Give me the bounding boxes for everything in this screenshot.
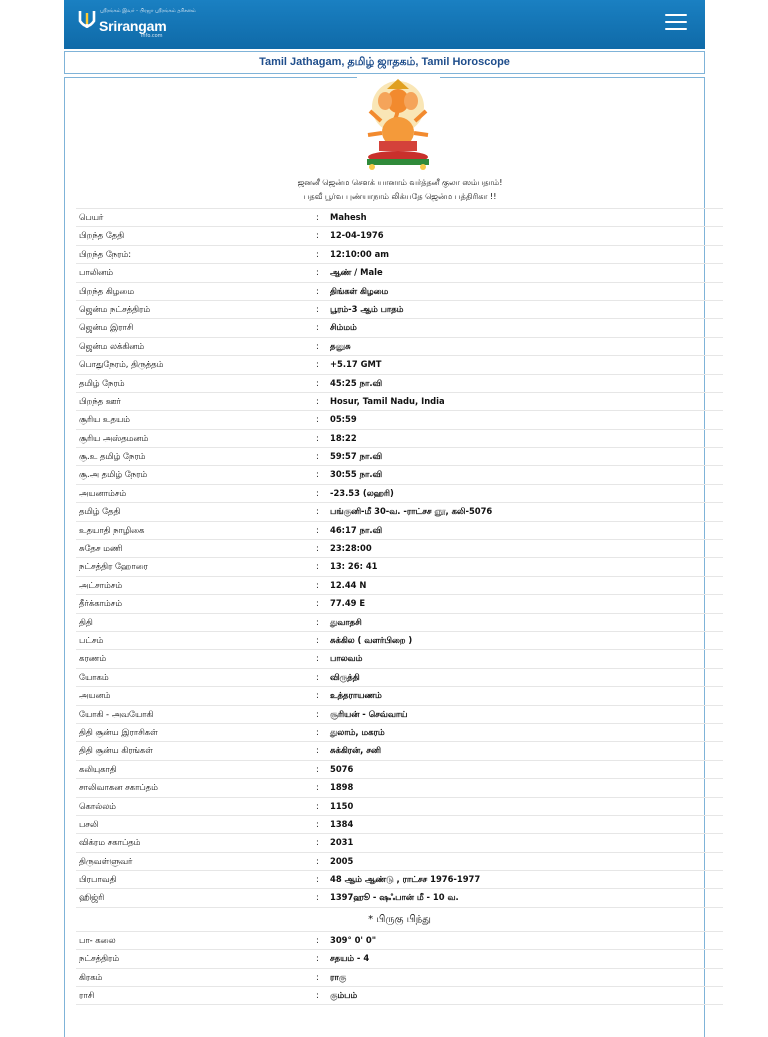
row-separator: : xyxy=(316,855,319,866)
row-value: சதயம் - 4 xyxy=(330,953,370,964)
row-separator: : xyxy=(316,634,319,645)
row-value: 23:28:00 xyxy=(330,543,372,554)
row-label: தமிழ் நேரம் xyxy=(79,377,125,388)
row-value: 18:22 xyxy=(330,432,357,443)
row-value: 1898 xyxy=(330,782,354,793)
row-label: திதி சூன்ய கிரங்கள் xyxy=(79,745,153,756)
detail-row xyxy=(76,429,723,447)
row-separator: : xyxy=(316,561,319,572)
row-label: சூ.அ தமிழ் நேரம் xyxy=(79,469,148,480)
row-label: அட்சாம்சம் xyxy=(79,579,123,590)
row-separator: : xyxy=(316,543,319,554)
detail-row xyxy=(76,484,723,502)
detail-row xyxy=(76,447,723,465)
logo-domain: info.com xyxy=(141,33,163,39)
row-label: சூரிய உதயம் xyxy=(79,414,130,425)
row-value: 05:59 xyxy=(330,414,357,425)
row-label: பாலினம் xyxy=(79,267,113,278)
row-label: அயனம் xyxy=(79,690,111,701)
bhrigu-row xyxy=(76,968,723,986)
row-label: ஜென்ம நட்சத்திரம் xyxy=(79,303,151,314)
row-separator: : xyxy=(316,726,319,737)
site-header xyxy=(64,0,705,49)
row-value: 13: 26: 41 xyxy=(330,561,378,572)
row-value: பங்குனி-மீ 30-வ. -ராட்சச ஞூ, கலி-5076 xyxy=(330,506,493,517)
row-label: சூரிய அஸ்தமனம் xyxy=(79,432,149,443)
row-separator: : xyxy=(316,782,319,793)
row-label: பட்சம் xyxy=(79,634,104,645)
detail-row xyxy=(76,465,723,483)
row-value: -23.53 (லஹரி) xyxy=(330,487,394,498)
row-label: சூ.உ தமிழ் நேரம் xyxy=(79,451,146,462)
row-value: Mahesh xyxy=(330,212,367,222)
row-value: கும்பம் xyxy=(330,990,358,1001)
detail-row xyxy=(76,263,723,281)
row-separator: : xyxy=(316,971,319,982)
detail-row xyxy=(76,226,723,244)
row-separator: : xyxy=(316,524,319,535)
detail-row xyxy=(76,741,723,759)
row-separator: : xyxy=(316,230,319,241)
row-separator: : xyxy=(316,690,319,701)
detail-row xyxy=(76,245,723,263)
row-label: திதி xyxy=(79,616,93,627)
row-label: கிரகம் xyxy=(79,971,103,982)
row-value: 59:57 நா.வி xyxy=(330,451,383,462)
row-value: விருத்தி xyxy=(330,671,360,682)
row-separator: : xyxy=(316,506,319,517)
namam-logo-icon xyxy=(76,9,98,31)
detail-row xyxy=(76,557,723,575)
logo-tagline: ஸ்ரீரங்கம் இவர் - பிரஜா ஸ்ரீரங்கம் தரிசனம் xyxy=(100,8,196,14)
row-separator: : xyxy=(316,451,319,462)
row-separator: : xyxy=(316,616,319,627)
row-label: உதயாதி நாழிகை xyxy=(79,524,145,535)
row-separator: : xyxy=(316,892,319,903)
row-label: கரணம் xyxy=(79,653,107,664)
bhrigu-row xyxy=(76,949,723,967)
row-value: 12:10:00 am xyxy=(330,248,389,259)
row-separator: : xyxy=(316,395,319,406)
row-value: 77.49 E xyxy=(330,598,366,609)
row-label: ஜென்ம லக்கினம் xyxy=(79,340,145,351)
row-separator: : xyxy=(316,579,319,590)
detail-row xyxy=(76,539,723,557)
row-value: 2031 xyxy=(330,837,354,848)
row-label: அயனாம்சம் xyxy=(79,487,127,498)
detail-row xyxy=(76,355,723,373)
row-label: நட்சத்திரம் xyxy=(79,953,120,964)
row-value: 1397ஹூ - ஷஃபான் மீ - 10 வ. xyxy=(330,892,459,903)
detail-row xyxy=(76,208,723,226)
row-separator: : xyxy=(316,934,319,945)
row-separator: : xyxy=(316,953,319,964)
detail-row xyxy=(76,318,723,336)
row-separator: : xyxy=(316,469,319,480)
page-title: Tamil Jathagam, தமிழ் ஜாதகம், Tamil Horoscope xyxy=(64,51,705,74)
row-label: திதி சூன்ய இராசிகள் xyxy=(79,726,158,737)
detail-row xyxy=(76,833,723,851)
row-value: ராகு xyxy=(330,971,347,982)
section-heading-bhrigu-bindu: * பிருகு பிந்து xyxy=(76,907,723,931)
detail-row xyxy=(76,300,723,318)
row-value: 48 ஆம் ஆண்டு , ராட்சச 1976-1977 xyxy=(330,874,481,885)
hamburger-menu-icon[interactable] xyxy=(665,14,687,32)
detail-row xyxy=(76,778,723,796)
row-separator: : xyxy=(316,653,319,664)
row-label: பசலி xyxy=(79,818,99,829)
row-value: சுக்கில ( வளர்பிறை ) xyxy=(330,634,413,645)
row-label: யோகி - அவயோகி xyxy=(79,708,154,719)
row-separator: : xyxy=(316,745,319,756)
row-value: பூரம்-3 ஆம் பாதம் xyxy=(330,303,404,314)
row-separator: : xyxy=(316,598,319,609)
row-label: பிறந்த ஊர் xyxy=(79,395,121,406)
row-value: 12.44 N xyxy=(330,579,367,590)
row-label: சாலிவாகன சகாப்தம் xyxy=(79,782,158,793)
detail-row xyxy=(76,374,723,392)
detail-row xyxy=(76,668,723,686)
row-separator: : xyxy=(316,990,319,1001)
row-value: உத்தராயணம் xyxy=(330,690,382,701)
row-value: Hosur, Tamil Nadu, India xyxy=(330,395,445,406)
detail-row xyxy=(76,502,723,520)
row-value: 1384 xyxy=(330,818,354,829)
row-label: பிறந்த தேதி xyxy=(79,230,125,241)
detail-row xyxy=(76,888,723,906)
bhrigu-row xyxy=(76,931,723,949)
row-value: பாலவம் xyxy=(330,653,363,664)
row-value: சுக்கிரன், சனி xyxy=(330,745,381,756)
detail-row xyxy=(76,852,723,870)
detail-row xyxy=(76,870,723,888)
row-separator: : xyxy=(316,414,319,425)
row-label: பிறந்த நேரம்: xyxy=(79,248,132,259)
row-separator: : xyxy=(316,359,319,370)
row-value: ஆண் / Male xyxy=(330,267,383,278)
row-separator: : xyxy=(316,837,319,848)
row-label: பெயர் xyxy=(79,212,104,222)
ganesha-image xyxy=(357,77,440,172)
detail-row xyxy=(76,282,723,300)
row-label: கலியுகாதி xyxy=(79,763,117,774)
row-label: பிரபாவதி xyxy=(79,874,117,885)
horoscope-table xyxy=(76,208,723,1005)
row-value: 5076 xyxy=(330,763,354,774)
row-value: 2005 xyxy=(330,855,354,866)
row-value: துலாம், மகரம் xyxy=(330,726,385,737)
detail-row xyxy=(76,613,723,631)
row-separator: : xyxy=(316,763,319,774)
row-separator: : xyxy=(316,212,319,222)
row-label: தீர்க்காம்சம் xyxy=(79,598,123,609)
row-value: சூரியன் - செவ்வாய் xyxy=(330,708,408,719)
detail-row xyxy=(76,705,723,723)
row-separator: : xyxy=(316,818,319,829)
detail-row xyxy=(76,797,723,815)
row-value: 1150 xyxy=(330,800,354,811)
row-value: 30:55 நா.வி xyxy=(330,469,383,480)
row-separator: : xyxy=(316,285,319,296)
row-separator: : xyxy=(316,340,319,351)
detail-row xyxy=(76,594,723,612)
row-separator: : xyxy=(316,322,319,333)
row-separator: : xyxy=(316,248,319,259)
row-separator: : xyxy=(316,800,319,811)
detail-row xyxy=(76,760,723,778)
row-value: திங்கள் கிழமை xyxy=(330,285,389,296)
detail-row xyxy=(76,631,723,649)
row-value: 309° 0' 0" xyxy=(330,934,377,945)
row-label: நட்சத்திர ஹோரை xyxy=(79,561,148,572)
row-label: ஹிஜ்ரி xyxy=(79,892,105,903)
row-label: திருவள்ளுவர் xyxy=(79,855,133,866)
row-label: ஜென்ம இராசி xyxy=(79,322,134,333)
table-bottom-divider xyxy=(76,1004,723,1005)
detail-row xyxy=(76,521,723,539)
row-separator: : xyxy=(316,303,319,314)
row-value: துவாதசி xyxy=(330,616,362,627)
row-label: ராசி xyxy=(79,990,95,1001)
row-label: யோகம் xyxy=(79,671,109,682)
verse-line-1: ஜனனீ ஜென்ம சௌக் யானாம் வர்த்தனீ குலா ஸம்பதாம்! xyxy=(297,178,503,187)
row-value: தனுசு xyxy=(330,340,351,351)
detail-row xyxy=(76,576,723,594)
detail-row xyxy=(76,410,723,428)
bhrigu-row xyxy=(76,986,723,1004)
row-label: விக்ரம சகாப்தம் xyxy=(79,837,141,848)
srirangam-logo[interactable] xyxy=(76,7,196,39)
detail-row xyxy=(76,337,723,355)
row-label: கொல்லம் xyxy=(79,800,116,811)
row-value: 46:17 நா.வி xyxy=(330,524,383,535)
detail-row xyxy=(76,815,723,833)
row-separator: : xyxy=(316,708,319,719)
detail-row xyxy=(76,392,723,410)
row-label: பொதுநேரம், திருத்தம் xyxy=(79,359,164,370)
detail-row xyxy=(76,649,723,667)
row-separator: : xyxy=(316,432,319,443)
row-value: 45:25 நா.வி xyxy=(330,377,383,388)
row-separator: : xyxy=(316,671,319,682)
row-separator: : xyxy=(316,267,319,278)
row-value: +5.17 GMT xyxy=(330,359,382,370)
row-value: சிம்மம் xyxy=(330,322,357,333)
row-separator: : xyxy=(316,377,319,388)
verse-line-2: பதவீ பூர்வ புண்யாநாம் லிக்யதே ஜென்ம பத்திரிகா !! xyxy=(303,192,497,201)
logo-name: Srirangam xyxy=(99,18,167,34)
row-label: பிறந்த கிழமை xyxy=(79,285,135,296)
row-value: 12-04-1976 xyxy=(330,230,384,241)
row-separator: : xyxy=(316,874,319,885)
row-label: பா- கலை xyxy=(79,934,116,945)
detail-row xyxy=(76,723,723,741)
row-label: தமிழ் தேதி xyxy=(79,506,121,517)
detail-row xyxy=(76,686,723,704)
row-label: சுதேச மணி xyxy=(79,543,123,554)
row-separator: : xyxy=(316,487,319,498)
